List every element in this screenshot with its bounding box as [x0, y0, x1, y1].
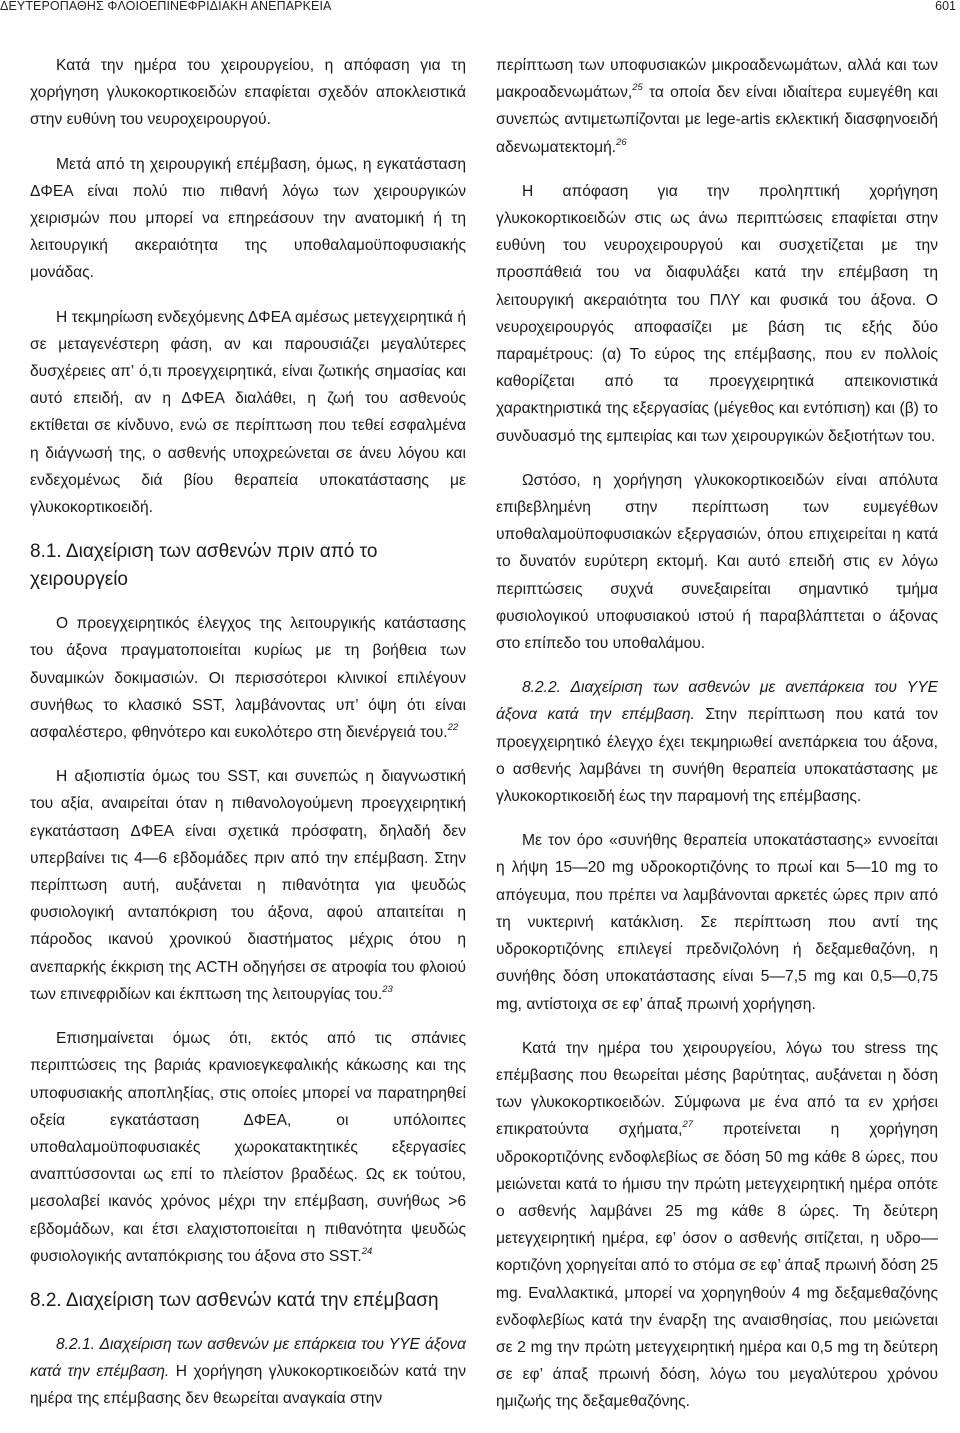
citation-ref: 25 — [632, 82, 643, 94]
paragraph: Μετά από τη χειρουργική επέμβαση, όμως, η εγκατάσταση ΔΦΕΑ είναι πολύ πιο πιθανή λόγω των χειρουργικών χειρισμών που μπορεί να επηρεάσουν την ανατομική ή τη λειτουργική ακεραιότητα της υποθαλαμοϋποφυσιακής μονάδας. — [30, 155, 466, 282]
right-column — [496, 52, 938, 1433]
citation-ref: 24 — [361, 1245, 373, 1257]
paragraph: Η αξιοπιστία όμως του SST, και συνεπώς η διαγνωστική του αξία, αναιρείται όταν η πιθανολογούμενη προεγχειρητική εγκατάσταση ΔΦΕΑ είναι σχετικά πρόσφατη, δηλαδή δεν υπερβαίνει τις 4—6 εβδομάδες πριν από την επέμβαση. Στην περίπτωση αυτή, αυξάνεται η πιθανότητα για ψευδώς φυσιολογική ανταπόκριση του άξονα, αφού απαιτείται η πάροδος ικανού χρονικού διαστήματος μέχρις ότου η ανεπαρκής έκκριση της ACTH οδηγήσει σε ατροφία του φλοιού των επινεφριδίων και έκπτωση της λειτουργίας του.$^{23}$ — [30, 768, 466, 1003]
paragraph: Η τεκμηρίωση ενδεχόμενης ΔΦΕΑ αμέσως μετεγχειρητικά ή σε μεταγενέστερη φάση, αν και παρουσιάζει μεγαλύτερες δυσχέρειες απ’ ό,τι προεγχειρητικά, είναι ζωτικής σημασίας και αυτό επειδή, αν η ΔΦΕΑ διαλάθει, η ζωή του ασθενούς εκτίθεται σε κίνδυνο, ενώ σε περίπτωση που τεθεί εσφαλμένα η διάγνωσή της, ο ασθενής υποχρεώνεται σε άνευ λόγου και ενδεχομένως διά βίου θεραπεία υποκατάστασης με γλυκοκορτικοειδή. — [30, 308, 466, 517]
citation-ref: 26 — [616, 136, 627, 148]
paragraph: Επισημαίνεται όμως ότι, εκτός από τις σπάνιες περιπτώσεις της βαριάς κρανιοεγκεφαλικής κάκωσης και της υποφυσιακής αποπληξίας, στις οποίες μπορεί να παρατηρηθεί οξεία εγκατάσταση ΔΦΕΑ, οι υπόλοιπες υποθαλαμοϋποφυσιακές χωροκατακτητικές εξεργασίες αναπτύσσονται ως επί το πλείστον βραδέως. Ως εκ τούτου, μεσολαβεί ικανός χρόνος μέχρι την επέμβαση, συνήθως >6 εβδομάδων, και έτσι ελαχιστοποιείται η πιθανότητα ψευδώς φυσιολογικής ανταπόκρισης του άξονα στο SST.$^{24}$ — [30, 1030, 466, 1265]
subsection-heading-8-2-2: 8.2.2. Διαχείριση των ασθενών με ανεπάρκεια του ΥΥΕ άξονα κατά την επέμβαση. — [496, 679, 938, 724]
citation-ref: 22 — [447, 722, 459, 734]
paragraph: 8.2.1. Διαχείριση των ασθενών με επάρκεια του ΥΥΕ άξονα κατά την επέμβαση. Η χορήγηση γλυκοκορτικοειδών κατά την ημέρα της επέμβασης δεν θεωρείται αναγκαία στην — [30, 1335, 466, 1408]
paragraph: Ο προεγχειρητικός έλεγχος της λειτουργικής κατάστασης του άξονα πραγματοποιείται κυρίως με τη βοήθεια των δυναμικών δοκιμασιών. Οι περισσότεροι κλινικοί επιλέγουν συνήθως το κλασικό SST, λαμβάνοντας υπ’ όψη ότι είναι ασφαλέστερο, φθηνότερο και ευκολότερο στη διενέργειά του.$^{22}$ — [30, 615, 466, 742]
paragraph: Με τον όρο «συνήθης θεραπεία υποκατάστασης» εννοείται η λήψη 15—20 mg υδροκορτιζόνης το πρωί και 5—10 mg το απόγευμα, που πρέπει να λαμβάνονται αρκετές ώρες πριν από τη νυκτερινή κατάκλιση. Σε περίπτωση που αντί της υδροκορτιζόνης επιλεγεί πρεδνιζολόνη ή δεξαμεθαζόνη, η συνήθης δόση υποκατάστασης είναι 5—7,5 mg και 0,5—0,75 mg, αντίστοιχα σε εφ’ άπαξ πρωινή χορήγηση. — [496, 832, 938, 1013]
citation-ref: 23 — [382, 983, 393, 995]
subsection-heading-8-2-1: 8.2.1. Διαχείριση των ασθενών με επάρκεια του ΥΥΕ άξονα κατά την επέμβαση. — [30, 1335, 466, 1381]
left-column — [30, 52, 466, 1430]
running-head — [0, 0, 960, 20]
section-heading-8-1: 8.1. Διαχείριση των ασθενών πριν από το χειρουργείο — [30, 541, 378, 591]
paragraph: Η απόφαση για την προληπτική χορήγηση γλυκοκορτικοειδών στις ως άνω περιπτώσεις επαφίεται στην ευθύνη του νευροχειρουργού και συσχετίζεται με την προσπάθειά του να διαφυλάξει κατά την επέμβαση τη λειτουργική ακεραιότητα του ΠΛΥ και φυσικά του άξονα. Ο νευροχειρουργός αποφασίζει με βάση τις εξής δύο παραμέτρους: (α) Το εύρος της επέμβασης, που εν πολλοίς καθορίζεται από τα προεγχειρητικά απεικονιστικά χαρακτηριστικά της εξεργασίας (μέγεθος και εντόπιση) και (β) το συνδυασμό της εμπειρίας και των χειρουργικών δεξιοτήτων του. — [496, 182, 938, 445]
paragraph: 8.2.2. Διαχείριση των ασθενών με ανεπάρκεια του ΥΥΕ άξονα κατά την επέμβαση. Στην περίπτωση που κατά τον προεγχειρητικό έλεγχο έχει τεκμηριωθεί ανεπάρκεια του άξονα, ο ασθενής λαμβάνει τη συνήθη θεραπεία υποκατάστασης με γλυκοκορτικοειδή έως την παραμονή της επέμβασης. — [496, 679, 939, 806]
paragraph: Ωστόσο, η χορήγηση γλυκοκορτικοειδών είναι απόλυτα επιβεβλημένη στην περίπτωση των ευμεγέθων υποθαλαμοϋποφυσιακών εξεργασιών, όπου επιχειρείται η κατά το δυνατόν ευρύτερη εκτομή. Και αυτό επειδή στις εν λόγω περιπτώσεις συχνά συνεξαιρείται σημαντικό τμήμα φυσιολογικού υποφυσιακού ιστού ή παραβλάπτεται ο άξονας στο επίπεδο του υποθαλάμου. — [496, 471, 938, 653]
section-heading-8-2: 8.2. Διαχείριση των ασθενών κατά την επέμβαση — [30, 1289, 439, 1311]
citation-ref: 27 — [682, 1119, 694, 1131]
running-head-title: ΔΕΥΤΕΡΟΠΑΘΗΣ ΦΛΟΙΟΕΠΙΝΕΦΡΙΔΙΑΚΗ ΑΝΕΠΑΡΚΕΙΑ — [0, 0, 332, 13]
page-number: 601 — [935, 0, 956, 13]
paragraph: Κατά την ημέρα του χειρουργείου, η απόφαση για τη χορήγηση γλυκοκορτικοειδών επαφίεται σχεδόν αποκλειστικά στην ευθύνη του νευροχειρουργού. — [30, 57, 466, 129]
paragraph: περίπτωση των υποφυσιακών μικροαδενωμάτων, αλλά και των μακροαδενωμάτων,$^{25}$ τα οποία δεν είναι ιδιαίτερα ευμεγέθη και συνεπώς αντιμετωπίζονται με lege-artis εκλεκτική διασφηνοειδή αδενωματεκτομή.$^{26}$ — [496, 57, 938, 156]
paragraph: Κατά την ημέρα του χειρουργείου, λόγω του stress της επέμβασης που θεωρείται μέσης βαρύτητας, αυξάνεται η δόση των γλυκοκορτικοειδών. Σύμφωνα με ένα από τα εν χρήσει επικρατούντα σχήματα,$^{27}$ προτείνεται η χορήγηση υδροκορτιζόνης ενδοφλεβίως σε δόση 50 mg κάθε 8 ώρες, που μειώνεται κατά το ήμισυ την πρώτη μετεγχειρητική ημέρα οπότε ο ασθενής λαμβάνει 25 mg κάθε 8 ώρες. Τη δεύτερη μετεγχειρητική ημέρα, εφ’ όσον ο ασθενής σιτίζεται, η υδρο––κορτιζόνη χορηγείται από το στόμα σε εφ’ άπαξ πρωινή δόση 25 mg. Εναλλακτικά, μπορεί να χορηγηθούν 4 mg δεξαμεθαζόνης ενδοφλεβίως κατά την έναρξη της αναισθησίας, που μειώνεται σε 2 mg την πρώτη μετεγχειρητική ημέρα και 0,5 mg τη δεύτερη σε εφ’ άπαξ πρωινή δόση, λόγω του μεγαλύτερου χρόνου ημιζωής της δεξαμεθαζόνης. — [496, 1039, 938, 1411]
